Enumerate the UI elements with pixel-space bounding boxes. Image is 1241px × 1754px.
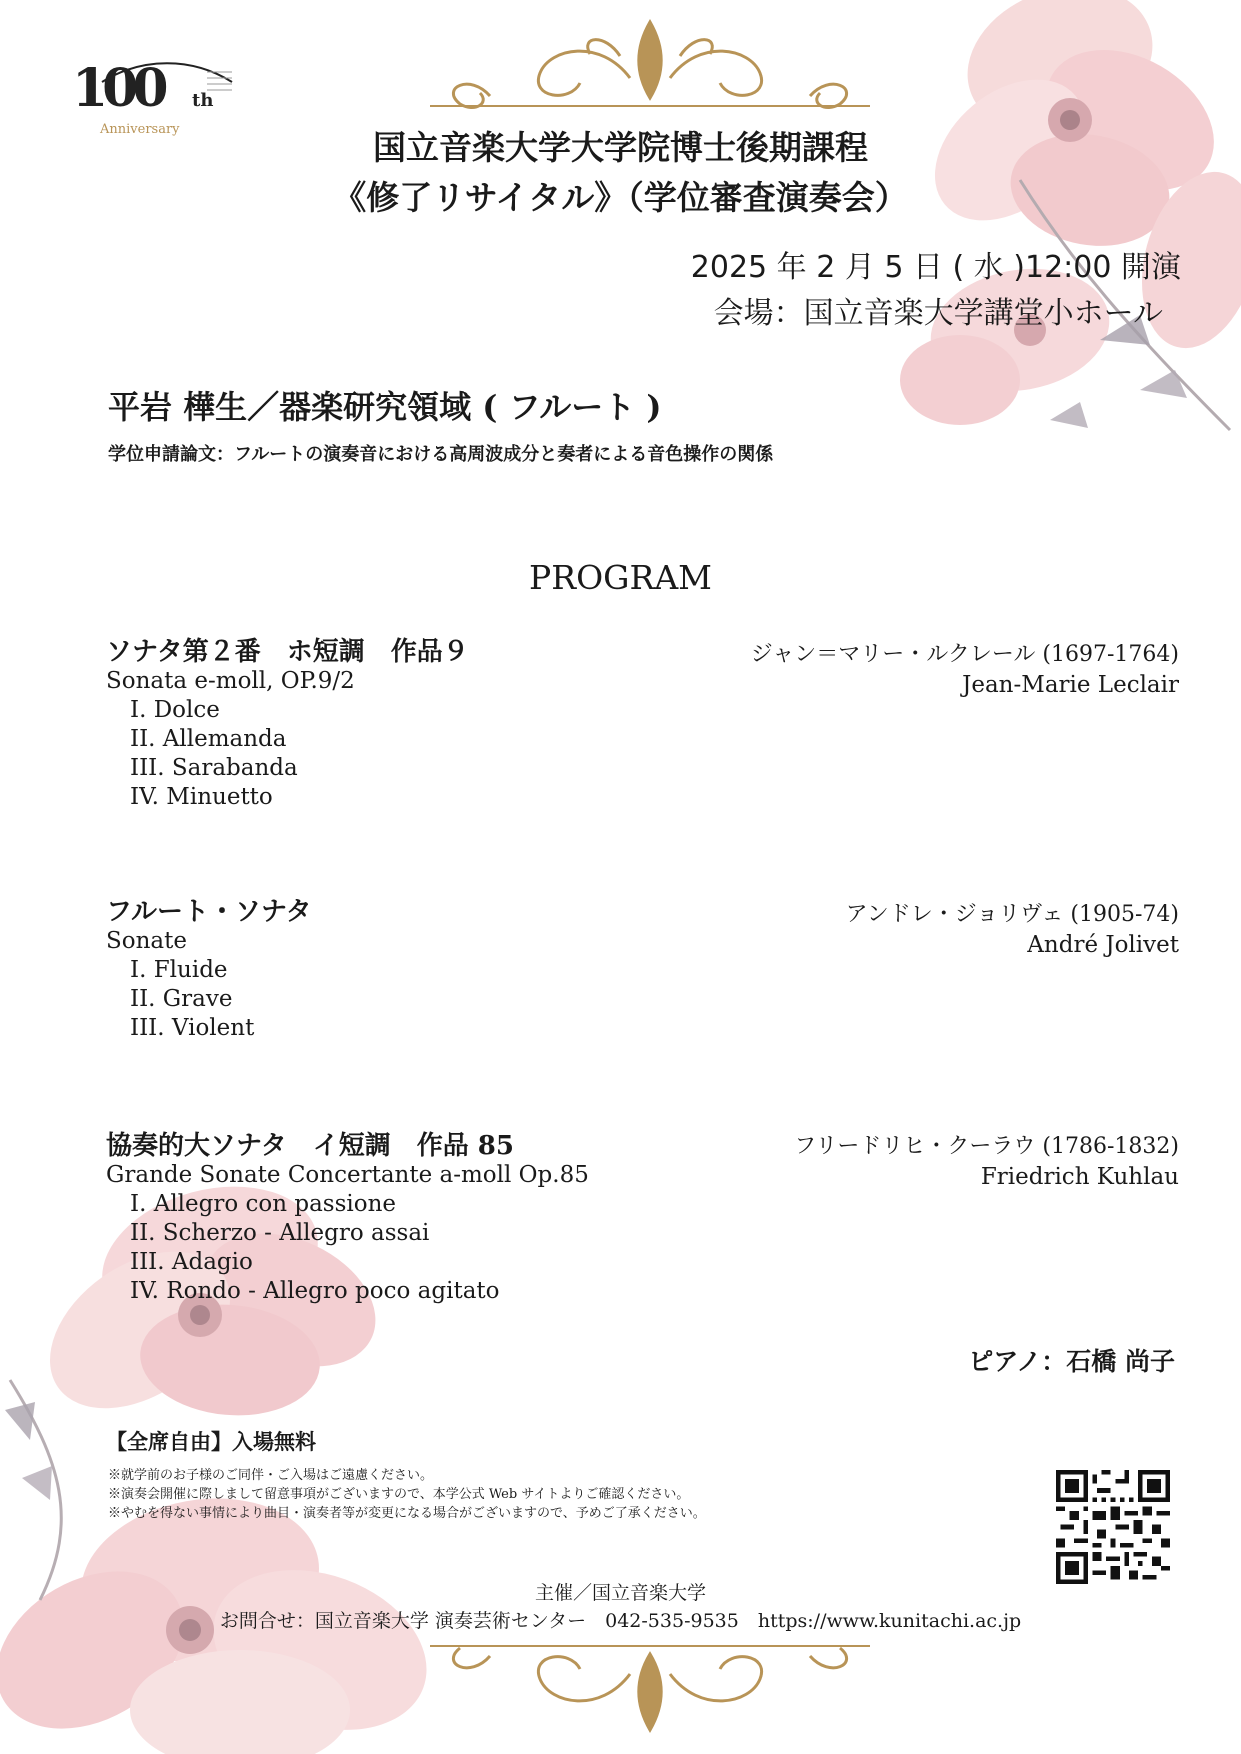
- logo-tagline: Anniversary: [100, 122, 180, 137]
- logo-number: 100: [72, 58, 163, 119]
- movement: III. Adagio: [130, 1249, 253, 1275]
- movement: IV. Minuetto: [130, 784, 273, 810]
- qr-code[interactable]: [1056, 1470, 1170, 1584]
- piece-title-en: Sonate: [106, 928, 187, 954]
- composer-name-jp: ジャン＝マリー・ルクレール (1697-1764): [750, 642, 1179, 667]
- piece-2: [106, 898, 312, 1043]
- concert-datetime: 2025 年 2 月 5 日 ( 水 )12:00 開演: [690, 250, 1181, 285]
- piece-1: [106, 638, 469, 812]
- composer-1: [751, 640, 1179, 700]
- ornament-bottom: [430, 1640, 870, 1734]
- movement: I. Dolce: [130, 697, 220, 723]
- thesis-title: 学位申請論文：フルートの演奏音における高周波成分と奏者による音色操作の関係: [108, 444, 774, 465]
- concert-venue: 会場：国立音楽大学講堂小ホール: [713, 296, 1163, 331]
- composer-3: [794, 1132, 1179, 1192]
- composer-name-jp: アンドレ・ジョリヴェ (1905-74): [845, 902, 1179, 927]
- page-title-line2: 《修了リサイタル》（学位審査演奏会）: [333, 178, 908, 217]
- piece-title-jp: フルート・ソナタ: [106, 897, 312, 927]
- movement: II. Scherzo - Allegro assai: [130, 1220, 430, 1246]
- note-line: ※演奏会開催に際しまして留意事項がございますので、本学公式 Web サイトよりご確認ください。: [108, 1487, 690, 1502]
- piece-title-jp: ソナタ第２番 ホ短調 作品９: [106, 637, 469, 667]
- page-title-line1: 国立音楽大学大学院博士後期課程: [373, 128, 868, 167]
- movement: II. Allemanda: [130, 726, 287, 752]
- piece-title-en: Grande Sonate Concertante a-moll Op.85: [106, 1162, 589, 1188]
- program-heading: PROGRAM: [529, 558, 712, 597]
- composer-name-en: André Jolivet: [1027, 932, 1179, 958]
- contact-info: お問合せ：国立音楽大学 演奏芸術センター 042-535-9535 https://www.kunitachi.ac.jp: [219, 1610, 1022, 1632]
- organizer: 主催／国立音楽大学: [534, 1582, 706, 1604]
- movement: IV. Rondo - Allegro poco agitato: [130, 1278, 500, 1304]
- admission-notes: [108, 1466, 706, 1523]
- ornament-top: [430, 18, 870, 112]
- piece-title-en: Sonata e-moll, OP.9/2: [106, 668, 355, 694]
- movement: I. Fluide: [130, 957, 228, 983]
- floral-decoration-top-right: [900, 0, 1241, 470]
- composer-name-jp: フリードリヒ・クーラウ (1786-1832): [794, 1134, 1179, 1159]
- piece-3: [106, 1132, 589, 1306]
- note-line: ※就学前のお子様のご同伴・ご入場はご遠慮ください。: [108, 1468, 434, 1483]
- composer-name-en: Jean-Marie Leclair: [962, 672, 1179, 698]
- composer-name-en: Friedrich Kuhlau: [980, 1164, 1179, 1190]
- note-line: ※やむを得ない事情により曲目・演奏者等が変更になる場合がございますので、予めご了承ください。: [108, 1506, 706, 1521]
- movement: III. Violent: [130, 1015, 255, 1041]
- admission-label: 【全席自由】入場無料: [106, 1429, 316, 1454]
- logo-suffix: th: [192, 90, 214, 111]
- composer-2: [846, 900, 1179, 960]
- movement: II. Grave: [130, 986, 233, 1012]
- movement: III. Sarabanda: [130, 755, 298, 781]
- piece-title-jp: 協奏的大ソナタ イ短調 作品 85: [106, 1131, 514, 1161]
- movement: I. Allegro con passione: [130, 1191, 397, 1217]
- performer-name: 平岩 樺生／器楽研究領域 ( フルート ): [108, 388, 662, 426]
- pianist-credit: ピアノ：石橋 尚子: [968, 1347, 1175, 1376]
